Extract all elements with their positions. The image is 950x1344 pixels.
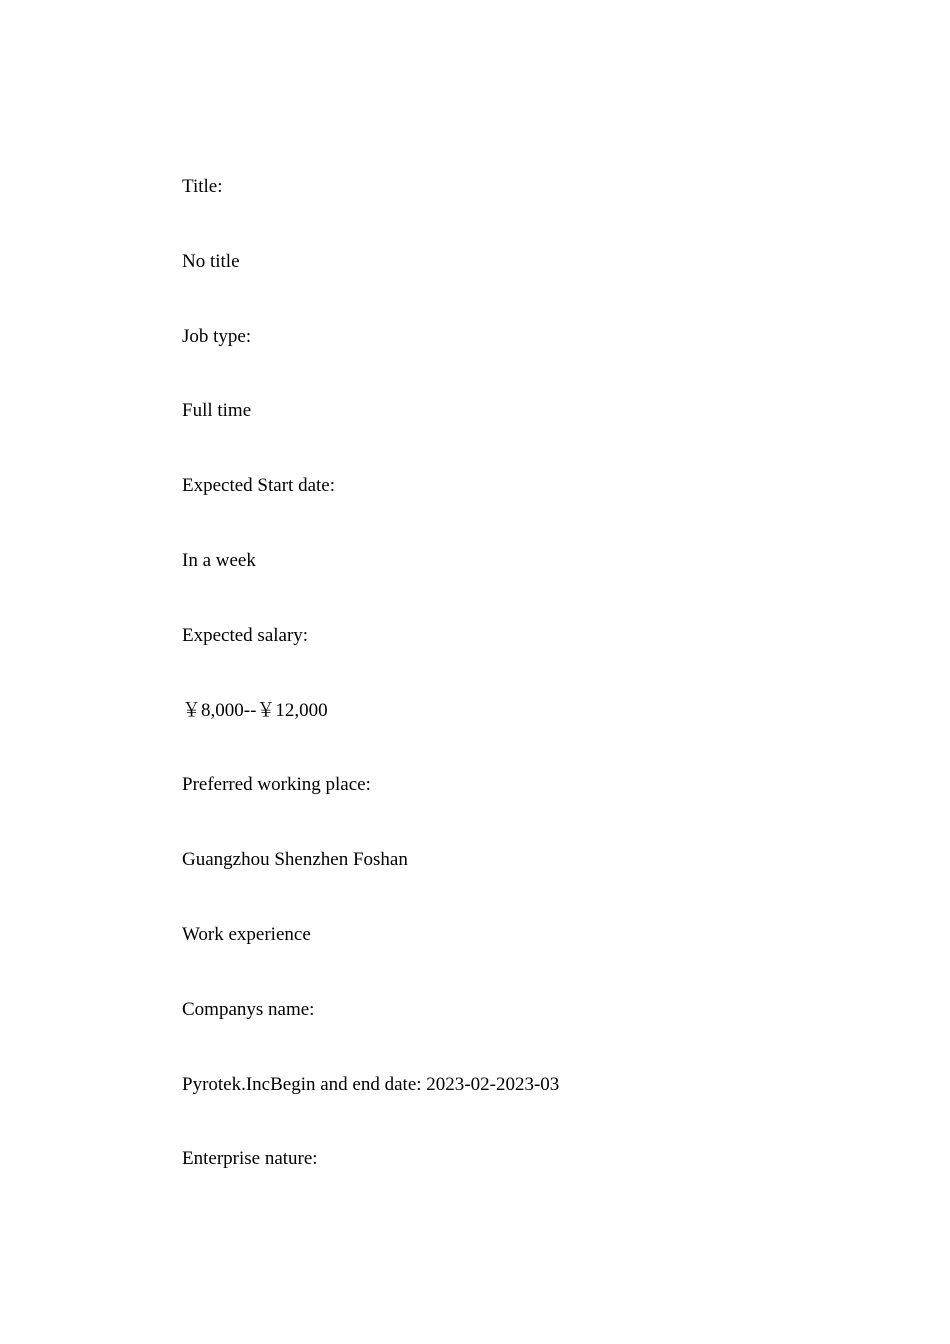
salary-label: Expected salary: <box>182 624 309 646</box>
working-place-value: Guangzhou Shenzhen Foshan <box>182 849 408 871</box>
enterprise-nature-label: Enterprise nature: <box>182 1148 318 1170</box>
title-value: No title <box>182 250 240 272</box>
salary-value: ￥8,000--￥12,000 <box>182 699 328 721</box>
job-type-label: Job type: <box>182 325 252 347</box>
company-name-value: Pyrotek.IncBegin and end date: 2023-02-2023-03 <box>182 1073 560 1095</box>
resume-lines <box>182 175 882 1222</box>
start-date-value: In a week <box>182 549 256 571</box>
start-date-label: Expected Start date: <box>182 475 335 497</box>
job-type-value: Full time <box>182 400 252 422</box>
company-name-label: Companys name: <box>182 998 315 1020</box>
working-place-label: Preferred working place: <box>182 774 371 796</box>
title-label: Title: <box>182 176 223 197</box>
work-experience-heading: Work experience <box>182 923 311 945</box>
